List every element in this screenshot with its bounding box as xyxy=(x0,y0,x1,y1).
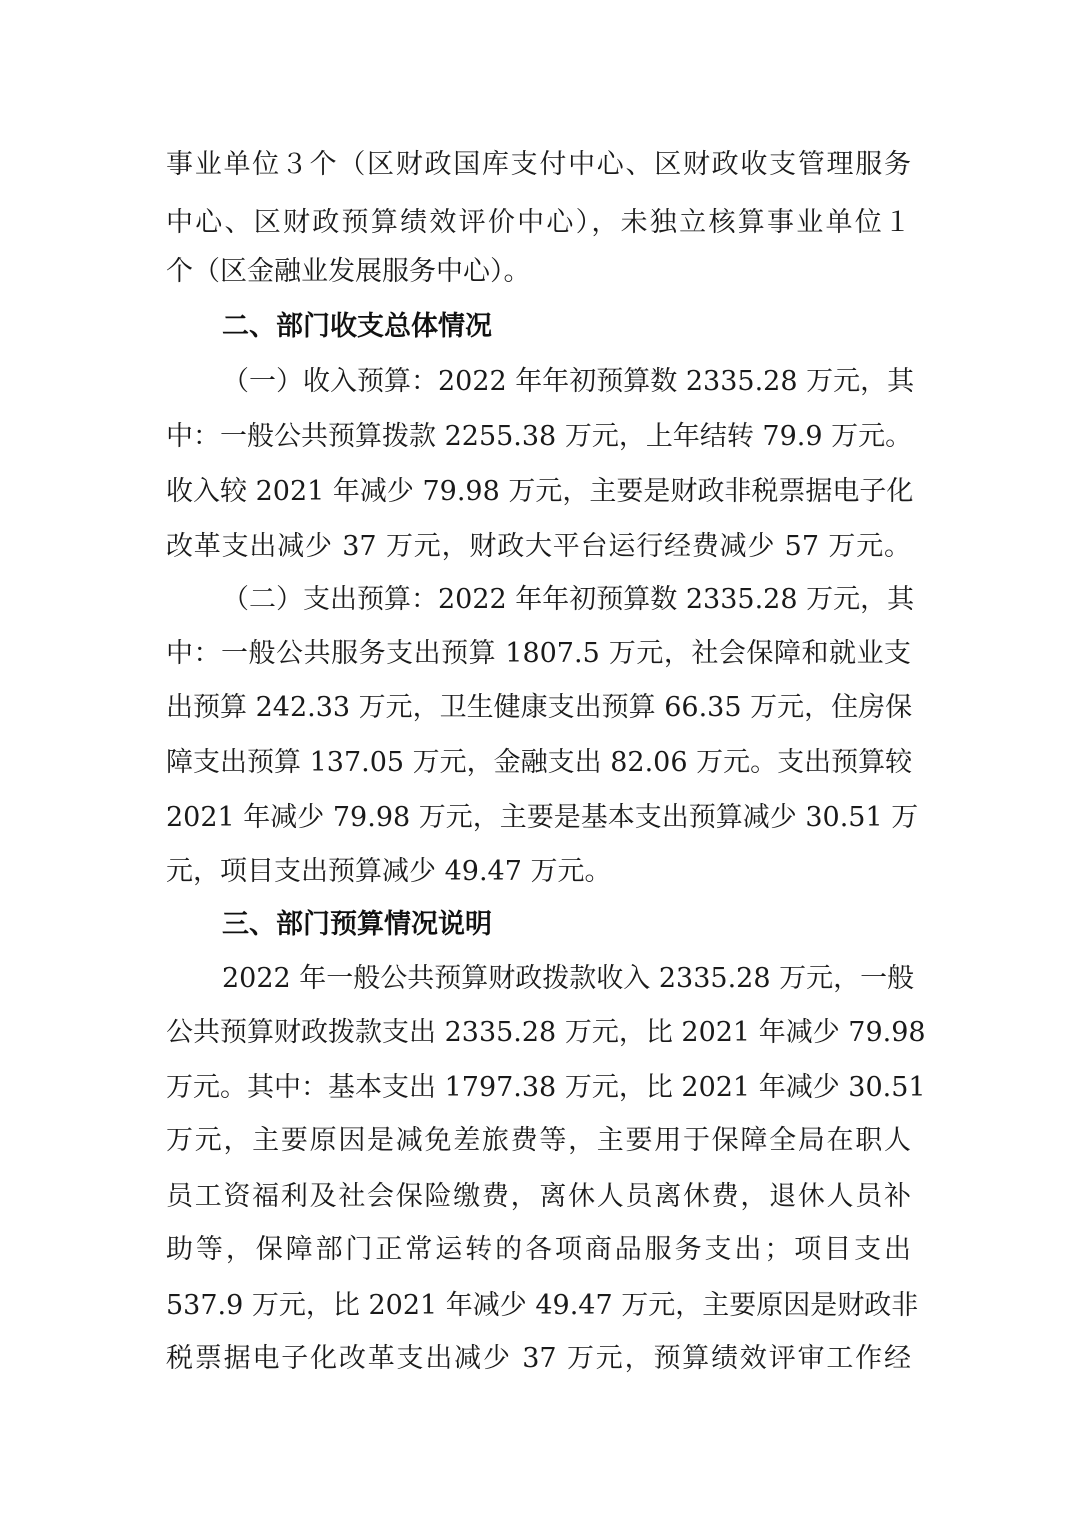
paragraph-line: 障支出预算 137.05 万元，金融支出 82.06 万元。支出预算较 xyxy=(166,747,913,778)
paragraph-line: 万元，主要原因是减免差旅费等，主要用于保障全局在职人 xyxy=(166,1125,911,1156)
paragraph-line: 中心、区财政预算绩效评价中心），未独立核算事业单位１ xyxy=(166,207,911,238)
paragraph-line: 2021 年减少 79.98 万元，主要是基本支出预算减少 30.51 万 xyxy=(166,802,919,833)
paragraph-line: 改革支出减少 37 万元，财政大平台运行经费减少 57 万元。 xyxy=(166,531,911,562)
paragraph-line: 元，项目支出预算减少 49.47 万元。 xyxy=(166,856,612,887)
paragraph-line: 中：一般公共预算拨款 2255.38 万元，上年结转 79.9 万元。 xyxy=(166,421,913,452)
paragraph-line: 助等，保障部门正常运转的各项商品服务支出；项目支出 xyxy=(166,1234,911,1265)
paragraph-line: 中：一般公共服务支出预算 1807.5 万元，社会保障和就业支 xyxy=(166,638,911,669)
paragraph-line: （二）支出预算：2022 年年初预算数 2335.28 万元，其 xyxy=(222,584,915,615)
paragraph-line: 员工资福利及社会保险缴费，离休人员离休费，退休人员补 xyxy=(166,1181,911,1212)
paragraph-line: 2022 年一般公共预算财政拨款收入 2335.28 万元，一般 xyxy=(222,963,915,994)
paragraph-line: 公共预算财政拨款支出 2335.28 万元，比 2021 年减少 79.98 xyxy=(166,1017,926,1048)
paragraph-line: 税票据电子化改革支出减少 37 万元，预算绩效评审工作经 xyxy=(166,1343,911,1374)
paragraph-line: 出预算 242.33 万元，卫生健康支出预算 66.35 万元，住房保 xyxy=(166,692,913,723)
paragraph-line: （一）收入预算：2022 年年初预算数 2335.28 万元，其 xyxy=(222,366,915,397)
section-heading-2: 二、部门收支总体情况 xyxy=(222,311,492,342)
paragraph-line: 个（区金融业发展服务中心）。 xyxy=(166,256,531,287)
section-heading-3: 三、部门预算情况说明 xyxy=(222,909,492,940)
paragraph-line: 事业单位３个（区财政国库支付中心、区财政收支管理服务 xyxy=(166,149,911,180)
paragraph-line: 万元。其中：基本支出 1797.38 万元，比 2021 年减少 30.51 xyxy=(166,1072,926,1103)
paragraph-line: 537.9 万元，比 2021 年减少 49.47 万元，主要原因是财政非 xyxy=(166,1290,919,1321)
paragraph-line: 收入较 2021 年减少 79.98 万元，主要是财政非税票据电子化 xyxy=(166,476,914,507)
